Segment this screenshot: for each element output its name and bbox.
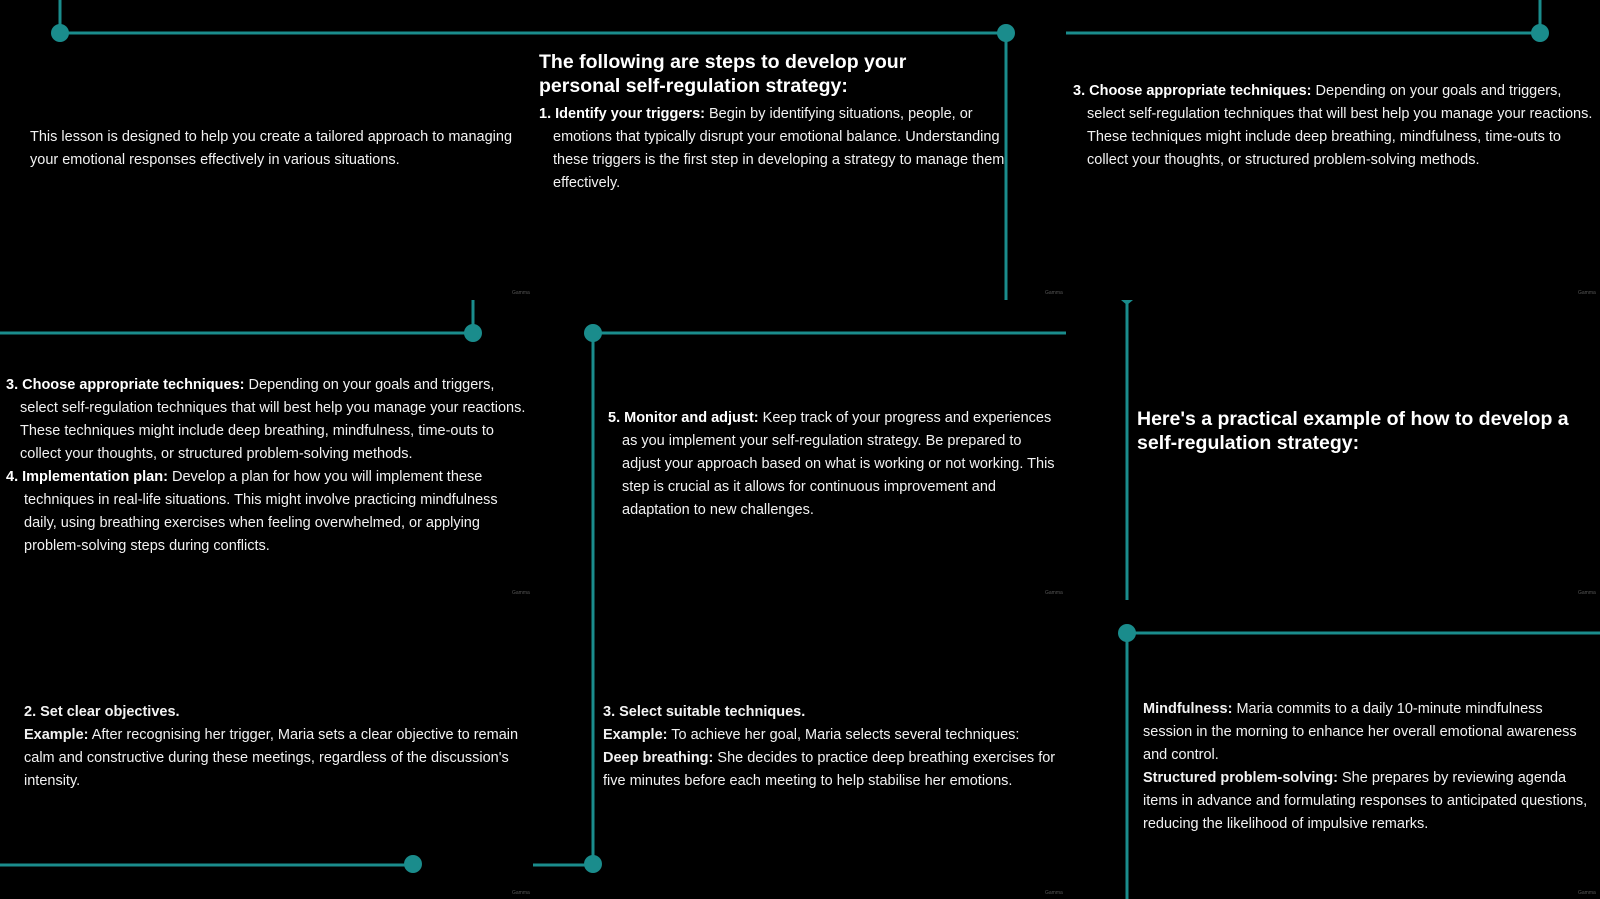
monitor-text: Keep track of your progress and experiences as you implement your self-regulation strategy. Be prepared to adjust your approach based on what is working or not working. This step is crucial as it allows for continuous improvement and adaptation to new challenges. [622, 410, 1055, 518]
techniques-text: Depending on your goals and triggers, select self-regulation techniques that will best help you manage your reactions. These techniques might include deep breathing, mindfulness, time-outs to collect your thoughts, or structured problem-solving methods. [1087, 83, 1593, 168]
watermark: Gamma [1578, 890, 1596, 896]
implementation-label: 4. Implementation plan: [6, 469, 168, 485]
steps-heading: The following are steps to develop your personal self-regulation strategy: [539, 51, 907, 97]
objectives-title: 2. Set clear objectives. [24, 704, 180, 720]
example-heading-panel [1137, 407, 1577, 455]
techniques-panel-middle [6, 374, 530, 558]
mindfulness-text: Maria commits to a daily 10-minute mindfulness session in the morning to enhance her overall emotional awareness and control. [1143, 701, 1577, 763]
steps-intro-panel [539, 50, 1009, 195]
objectives-example [24, 724, 529, 793]
connector-dot [1118, 624, 1136, 642]
connector-dot [464, 324, 482, 342]
watermark: Gamma [1045, 290, 1063, 296]
objectives-example-text: After recognising her trigger, Maria sets a clear objective to remain calm and constructive during these meetings, regardless of the discussion's intensity. [24, 727, 519, 789]
watermark: Gamma [512, 290, 530, 296]
select-example-text: To achieve her goal, Maria selects several techniques: [667, 727, 1020, 743]
intro-text: This lesson is designed to help you create a tailored approach to managing your emotional responses effectively in various situations. [30, 129, 513, 168]
monitor-item [608, 407, 1063, 522]
problem-solving-text: She prepares by reviewing agenda items in advance and formulating responses to anticipated questions, reducing the likelihood of impulsive remarks. [1143, 770, 1588, 832]
deep-breathing-label: Deep breathing: [603, 750, 714, 766]
techniques-label-2: 3. Choose appropriate techniques: [6, 377, 245, 393]
implementation-item [6, 466, 530, 558]
objectives-panel [24, 701, 529, 793]
watermark: Gamma [1578, 590, 1596, 596]
watermark: Gamma [1578, 290, 1596, 296]
select-panel [603, 701, 1058, 793]
problem-solving-item [1143, 767, 1593, 836]
deep-breathing-text: She decides to practice deep breathing exercises for five minutes before each meeting to help stabilise her emotions. [603, 750, 1056, 789]
connector-dot [584, 324, 602, 342]
connector-arrow [1121, 300, 1133, 305]
connector-dot [997, 24, 1015, 42]
techniques-item-2 [6, 374, 530, 466]
intro-panel [30, 126, 520, 172]
mindfulness-item [1143, 698, 1593, 767]
techniques-text-2: Depending on your goals and triggers, select self-regulation techniques that will best help you manage your reactions. These techniques might include deep breathing, mindfulness, time-outs to collect your thoughts, or structured problem-solving methods. [20, 377, 526, 462]
techniques-item [1073, 80, 1595, 172]
step-1-label: 1. Identify your triggers: [539, 106, 705, 122]
select-title: 3. Select suitable techniques. [603, 704, 806, 720]
select-example-label: Example: [603, 727, 668, 743]
watermark: Gamma [1045, 590, 1063, 596]
mindfulness-panel [1143, 698, 1593, 836]
implementation-text: Develop a plan for how you will implement these techniques in real-life situations. This might involve practicing mindfulness daily, using breathing exercises when feeling overwhelmed, or applying problem-solving steps during conflicts. [24, 469, 498, 554]
objectives-example-label: Example: [24, 727, 89, 743]
connector-dot [404, 855, 422, 873]
monitor-label: 5. Monitor and adjust: [608, 410, 759, 426]
example-heading: Here's a practical example of how to develop a self-regulation strategy: [1137, 408, 1569, 454]
problem-solving-label: Structured problem-solving: [1143, 770, 1338, 786]
mindfulness-label: Mindfulness: [1143, 701, 1233, 717]
step-1-text: Begin by identifying situations, people, or emotions that typically disrupt your emotional balance. Understanding these triggers is the first step in developing a strategy to manage them effectively. [553, 106, 1005, 191]
select-example [603, 724, 1058, 747]
monitor-panel [608, 407, 1063, 522]
watermark: Gamma [512, 890, 530, 896]
watermark: Gamma [1045, 890, 1063, 896]
step-1-item [539, 103, 1009, 195]
deep-breathing-item [603, 747, 1058, 793]
techniques-label: 3. Choose appropriate techniques: [1073, 83, 1312, 99]
connector-dot [584, 855, 602, 873]
techniques-panel-top [1073, 80, 1595, 172]
connector-dot [51, 24, 69, 42]
connector-dot [1531, 24, 1549, 42]
watermark: Gamma [512, 590, 530, 596]
